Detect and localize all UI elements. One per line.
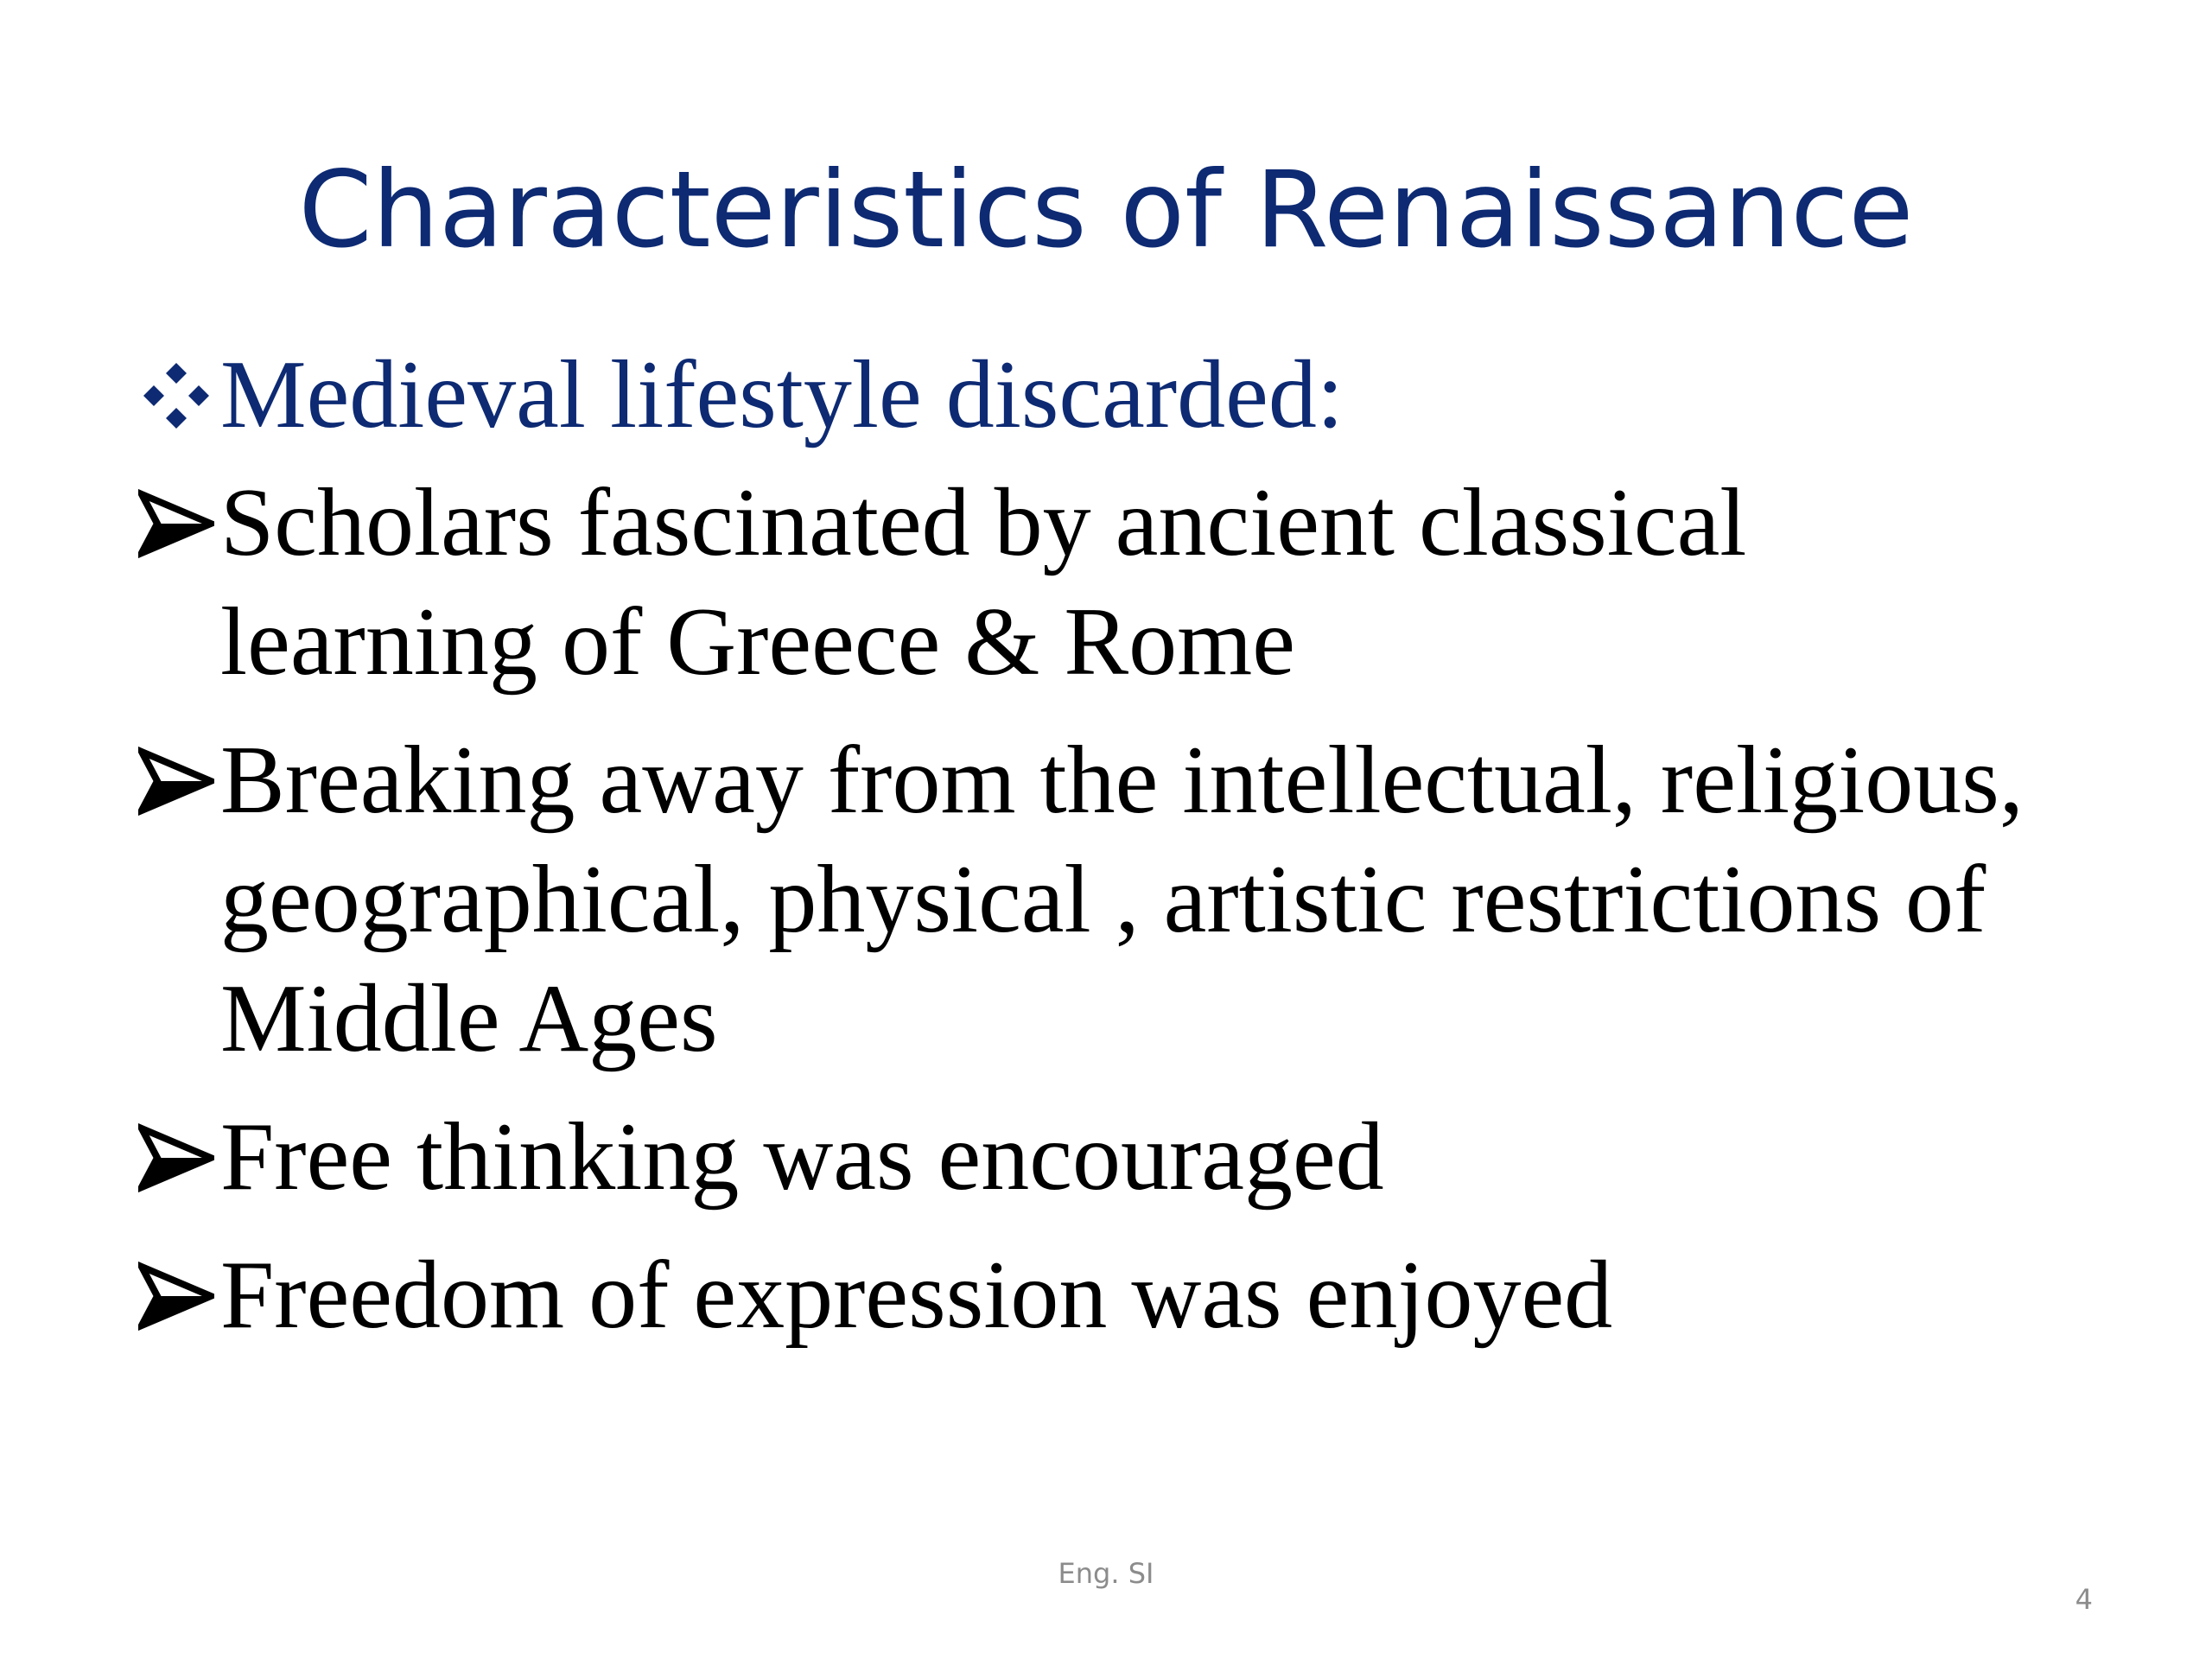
list-item xyxy=(138,463,2126,702)
text-line: Free thinking was encouraged xyxy=(220,1103,1384,1211)
arrowhead-icon xyxy=(138,1097,220,1192)
diamond-cluster-icon xyxy=(138,335,220,434)
text-line: Middle Ages xyxy=(220,965,718,1072)
arrowhead-icon xyxy=(138,463,220,558)
text-line: Freedom of expression was enjoyed xyxy=(220,1242,1613,1349)
text-line: Breaking away from the intellectual, religious, xyxy=(220,727,2024,834)
text-line: learning of Greece & Rome xyxy=(220,588,1295,696)
list-item-text xyxy=(220,1236,2126,1355)
list-item-text xyxy=(220,1097,2126,1217)
list-item xyxy=(138,721,2126,1078)
list-item-heading xyxy=(138,335,2126,454)
bullet-list xyxy=(138,335,2126,1355)
arrowhead-icon xyxy=(138,1236,220,1331)
list-item xyxy=(138,1097,2126,1217)
text-line: Scholars fascinated by ancient classical xyxy=(220,469,1747,576)
arrowhead-icon xyxy=(138,721,220,816)
list-item-text xyxy=(220,721,2126,1078)
text-line: geographical, physical , artistic restrictions of xyxy=(220,846,1986,953)
slide-title: Characteristics of Renaissance xyxy=(298,149,1914,271)
list-item xyxy=(138,1236,2126,1355)
heading-text: Medieval lifestyle discarded: xyxy=(220,341,1344,448)
slide-footer: Eng. SI xyxy=(1058,1557,1154,1590)
page-number: 4 xyxy=(2075,1583,2093,1616)
list-item-text xyxy=(220,463,2126,702)
